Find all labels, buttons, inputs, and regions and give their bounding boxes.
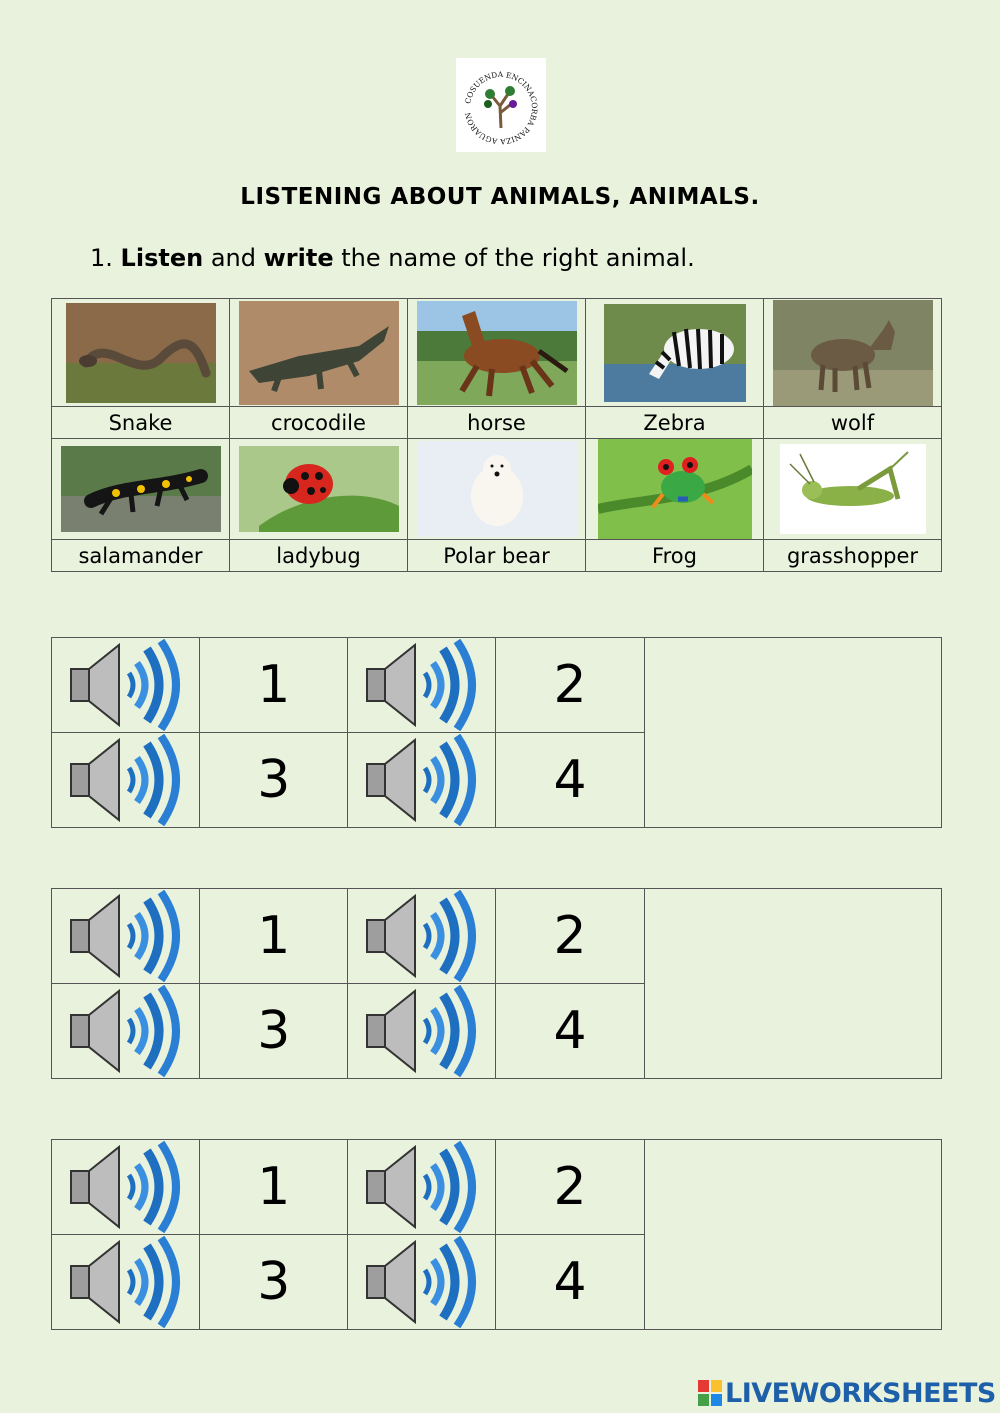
- horse-photo: [417, 301, 577, 405]
- audio-play-button[interactable]: [52, 984, 200, 1079]
- animal-name: horse: [408, 407, 586, 439]
- track-number: 3: [200, 1235, 348, 1330]
- animal-name: Snake: [52, 407, 230, 439]
- speaker-icon[interactable]: [67, 1236, 185, 1328]
- animal-photo-cell: [408, 439, 586, 540]
- animal-photo-cell: [52, 299, 230, 407]
- speaker-icon[interactable]: [363, 734, 481, 826]
- audio-play-button[interactable]: [52, 733, 200, 828]
- track-number: 3: [200, 733, 348, 828]
- animal-name: wolf: [764, 407, 942, 439]
- audio-play-button[interactable]: [348, 733, 496, 828]
- speaker-icon[interactable]: [363, 639, 481, 731]
- listening-set: [51, 888, 942, 1079]
- audio-play-button[interactable]: [348, 638, 496, 733]
- instruction-and: and: [210, 244, 256, 272]
- track-number: 2: [496, 638, 644, 733]
- brand-text: LIVEWORKSHEETS: [725, 1377, 996, 1409]
- instruction-listen: Listen: [120, 244, 204, 272]
- speaker-icon[interactable]: [67, 734, 185, 826]
- animal-name: ladybug: [230, 540, 408, 572]
- speaker-icon[interactable]: [67, 985, 185, 1077]
- school-logo: [456, 58, 546, 152]
- audio-play-button[interactable]: [52, 1140, 200, 1235]
- animal-photo-cell: [586, 299, 764, 407]
- instruction-write: write: [263, 244, 334, 272]
- speaker-icon[interactable]: [363, 1236, 481, 1328]
- animal-photo-cell: [764, 439, 942, 540]
- track-number: 4: [496, 1235, 644, 1330]
- animal-name: grasshopper: [764, 540, 942, 572]
- school-emblem-icon: [456, 58, 546, 152]
- animal-name-row: [52, 540, 942, 572]
- liveworksheets-logo-icon: [698, 1380, 722, 1406]
- ladybug-photo: [239, 446, 399, 532]
- answer-box[interactable]: [644, 889, 941, 1079]
- speaker-icon[interactable]: [67, 890, 185, 982]
- audio-play-button[interactable]: [348, 889, 496, 984]
- listening-set: [51, 1139, 942, 1330]
- instruction-number: 1.: [90, 244, 113, 272]
- audio-play-button[interactable]: [348, 984, 496, 1079]
- instruction: [90, 244, 695, 272]
- track-number: 4: [496, 984, 644, 1079]
- instruction-rest: the name of the right animal.: [341, 244, 695, 272]
- grasshopper-photo: [780, 444, 926, 534]
- animal-name: Frog: [586, 540, 764, 572]
- animal-photo-cell: [230, 439, 408, 540]
- track-number: 1: [200, 638, 348, 733]
- wolf-photo: [773, 300, 933, 406]
- track-number: 2: [496, 889, 644, 984]
- audio-play-button[interactable]: [52, 638, 200, 733]
- listening-set: [51, 637, 942, 828]
- animal-photo-row: [52, 439, 942, 540]
- snake-photo: [66, 303, 216, 403]
- animal-name: Polar bear: [408, 540, 586, 572]
- animal-name: salamander: [52, 540, 230, 572]
- page-title: LISTENING ABOUT ANIMALS, ANIMALS.: [240, 184, 760, 210]
- track-number: 1: [200, 889, 348, 984]
- animal-photo-cell: [52, 439, 230, 540]
- track-number: 3: [200, 984, 348, 1079]
- polar-bear-photo: [417, 441, 577, 537]
- animal-picture-table: [51, 298, 942, 572]
- audio-play-button[interactable]: [348, 1235, 496, 1330]
- speaker-icon[interactable]: [363, 985, 481, 1077]
- answer-box[interactable]: [644, 1140, 941, 1330]
- track-number: 2: [496, 1140, 644, 1235]
- audio-play-button[interactable]: [52, 1235, 200, 1330]
- animal-photo-row: [52, 299, 942, 407]
- track-number: 1: [200, 1140, 348, 1235]
- zebra-photo: [604, 304, 746, 402]
- speaker-icon[interactable]: [67, 639, 185, 731]
- animal-photo-cell: [230, 299, 408, 407]
- frog-photo: [598, 439, 752, 539]
- audio-play-button[interactable]: [348, 1140, 496, 1235]
- speaker-icon[interactable]: [363, 1141, 481, 1233]
- animal-photo-cell: [408, 299, 586, 407]
- animal-photo-cell: [764, 299, 942, 407]
- speaker-icon[interactable]: [67, 1141, 185, 1233]
- animal-name-row: [52, 407, 942, 439]
- liveworksheets-brand: [698, 1378, 996, 1408]
- speaker-icon[interactable]: [363, 890, 481, 982]
- animal-name: Zebra: [586, 407, 764, 439]
- answer-box[interactable]: [644, 638, 941, 828]
- logo-lettering: COSUENDA ENCINACORBA PANIZA AGUARON: [463, 69, 540, 147]
- audio-play-button[interactable]: [52, 889, 200, 984]
- track-number: 4: [496, 733, 644, 828]
- salamander-photo: [61, 446, 221, 532]
- crocodile-photo: [239, 301, 399, 405]
- animal-photo-cell: [586, 439, 764, 540]
- animal-name: crocodile: [230, 407, 408, 439]
